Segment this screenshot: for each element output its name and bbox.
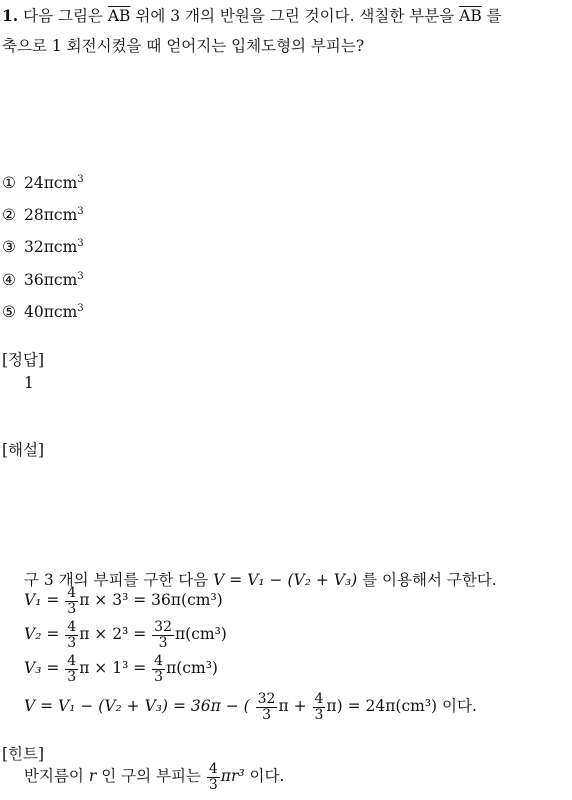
choice-3[interactable]: ③ 32πcm$^3$ [2, 237, 84, 256]
question-line-2: 축으로 1 회전시켰을 때 얻어지는 입체도형의 부피는? [2, 37, 365, 55]
fraction-4-3: $\frac{4}{3}$ [67, 619, 77, 651]
question-text-b: 위에 3 개의 반원을 그린 것이다. 색칠한 부분을 [135, 7, 455, 25]
fraction-4-3: $\frac{4}{3}$ [208, 761, 218, 793]
answer-label: [정답] [2, 351, 45, 369]
fraction-4-3: $\frac{4}{3}$ [314, 691, 324, 723]
question-text-a: 다음 그림은 [23, 7, 103, 25]
fraction-4-3: $\frac{4}{3}$ [67, 653, 77, 685]
explanation-v2: V₂ = $\frac{4}{3}$ π × 2³ = $\frac{32}{3}$ π(cm³) [24, 619, 227, 651]
explanation-intro: 구 3 개의 부피를 구한 다음 V = V₁ − (V₂ + V₃) 를 이용해서 구한다. [24, 571, 497, 589]
question-text-c: 를 [486, 7, 502, 25]
question-number: 1. [2, 6, 19, 25]
fraction-32-3: $\frac{32}{3}$ [257, 691, 276, 723]
question-line-1 [2, 4, 502, 26]
explanation-v1: V₁ = $\frac{4}{3}$ π × 3³ = 36π(cm³) [24, 585, 223, 617]
choice-5[interactable]: ⑤ 40πcm$^3$ [2, 302, 84, 321]
choice-2[interactable]: ② 28πcm$^3$ [2, 205, 84, 224]
hint-label: [힌트] [2, 745, 45, 763]
segment-ab: $\overline{AB}$ [107, 7, 131, 25]
answer-value: 1 [24, 374, 34, 392]
explanation-label: [해설] [2, 441, 45, 459]
choice-1[interactable]: ① 24πcm$^3$ [2, 173, 84, 192]
fraction-4-3-b: $\frac{4}{3}$ [154, 653, 164, 685]
fraction-32-3: $\frac{32}{3}$ [154, 619, 172, 651]
explanation-final: V = V₁ − (V₂ + V₃) = 36π − ( $\frac{32}{3}$ π + $\frac{4}{3}$ π) = 24π(cm³) 이다. [24, 691, 477, 723]
segment-ab-2: $\overline{AB}$ [459, 7, 482, 25]
explanation-v3: V₃ = $\frac{4}{3}$ π × 1³ = $\frac{4}{3}$ π(cm³) [24, 653, 218, 685]
hint-text: 반지름이 r 인 구의 부피는 $\frac{4}{3}$ πr³ 이다. [24, 761, 285, 793]
choice-4[interactable]: ④ 36πcm$^3$ [2, 270, 84, 289]
fraction-4-3: $\frac{4}{3}$ [67, 585, 77, 617]
